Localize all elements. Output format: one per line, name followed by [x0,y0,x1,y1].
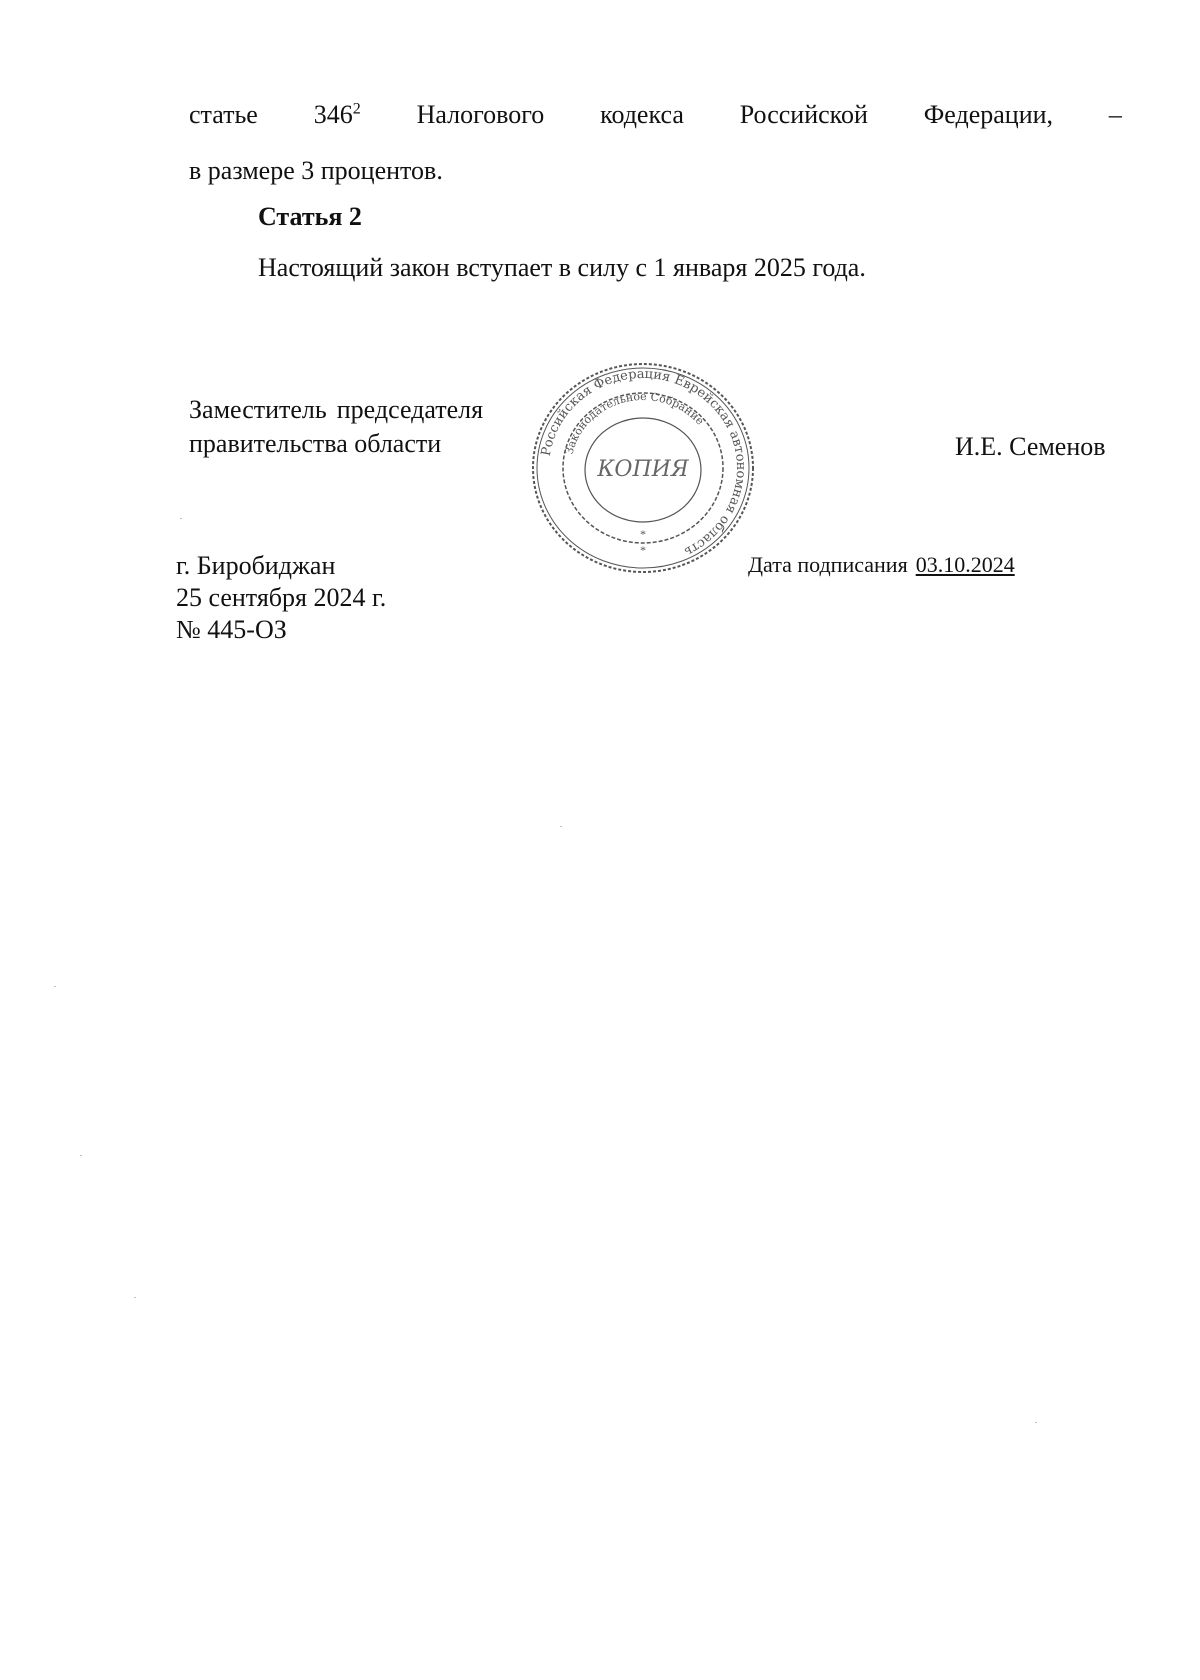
seal-center-text: КОПИЯ [597,457,689,482]
signer-name: И.Е. Семенов [955,432,1106,461]
dash: – [1108,100,1122,129]
adoption-date: 25 сентября 2024 г. [176,583,387,612]
scan-speck [560,826,562,827]
scan-speck [180,518,182,519]
official-seal [528,358,758,578]
document-details [176,550,386,646]
article-title: Статья 2 [258,202,362,231]
word: кодекса [600,100,684,129]
signing-date-label: Дата подписания [748,552,908,577]
word: Федерации, [923,100,1054,129]
seal-outer-text: Российская Федерация Еврейская автономная область [538,366,749,560]
seal-star-icon: * [640,527,646,541]
seal-inner-text: Законодательное Собрание [562,389,707,456]
article-text: Настоящий закон вступает в силу с 1 января 2025 года. [258,253,866,282]
scan-speck [1035,1422,1037,1423]
signer-title-line-1: Заместитель председателя [189,395,484,424]
seal-star-icon: * [640,543,646,557]
word: Российской [739,100,868,129]
article-number: $346^2$ [313,100,361,129]
paragraph-line-2: в размере 3 процентов. [189,156,443,185]
city: г. Биробиджан [176,551,336,580]
signer-title [189,393,483,461]
scan-speck [134,1297,136,1298]
scan-speck [54,986,56,987]
word: Налогового [416,100,545,129]
paragraph-line-1 [189,100,1122,130]
signing-date-value: 03.10.2024 [915,552,1015,577]
word: статье [189,100,258,129]
scan-speck [80,1155,82,1156]
signer-title-line-2: правительства области [189,429,442,458]
signing-date-block [748,552,1015,578]
law-number: № 445-ОЗ [176,615,287,644]
superscript: 2 [352,100,361,118]
